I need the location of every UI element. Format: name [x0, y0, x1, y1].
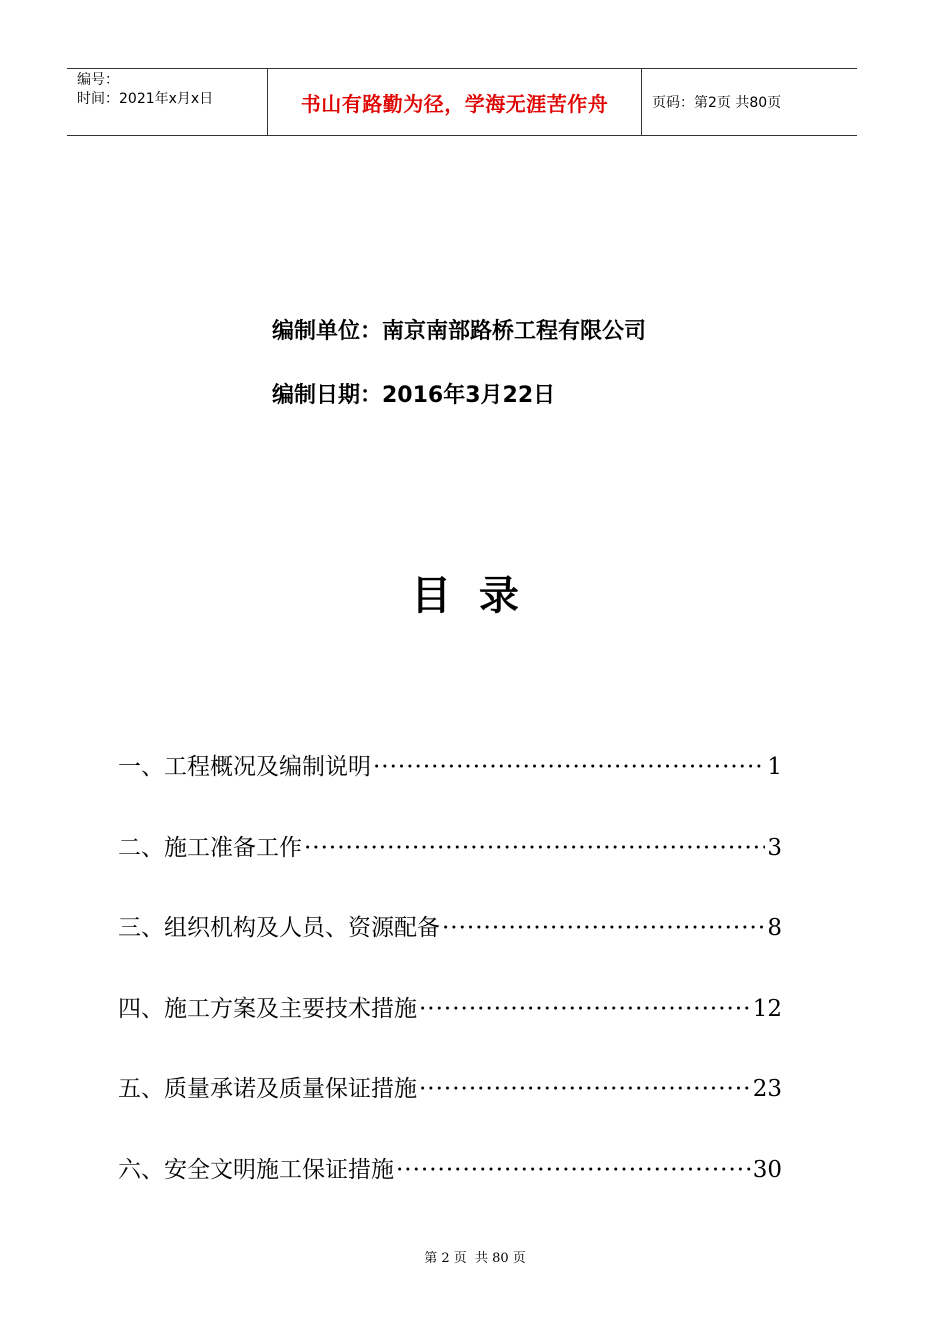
header-left-cell	[67, 69, 268, 135]
page-footer	[0, 1247, 950, 1266]
toc-item-page: 8	[767, 915, 782, 941]
toc-title	[0, 564, 930, 621]
toc-item-page: 1	[767, 754, 782, 780]
toc-dot-leader	[442, 915, 765, 941]
toc-item-page: 30	[752, 1156, 782, 1183]
header-page-code: 页码：第2页 共80页	[652, 95, 782, 111]
compile-date: 编制日期：2016年3月22日	[272, 383, 556, 408]
toc-item-page: 3	[767, 834, 782, 861]
toc-item-label: 一、工程概况及编制说明	[118, 754, 371, 780]
toc-item-label: 二、施工准备工作	[118, 834, 302, 861]
toc-dot-leader	[373, 754, 765, 780]
footer-page-text: 第 2 页 共 80 页	[424, 1251, 526, 1266]
toc-dot-leader	[396, 1157, 751, 1183]
header-page-cell	[642, 69, 857, 135]
toc-item-page: 23	[752, 1076, 782, 1102]
toc-item[interactable]	[118, 1070, 782, 1151]
toc-item[interactable]	[118, 748, 782, 829]
toc-title-text: 目 录	[411, 573, 519, 619]
page-header	[67, 68, 857, 136]
toc-dot-leader	[419, 1076, 751, 1102]
header-motto-cell	[268, 69, 642, 135]
document-number-label: 编号：	[77, 72, 119, 88]
header-motto: 书山有路勤为径，学海无涯苦作舟	[300, 91, 609, 116]
table-of-contents	[118, 748, 782, 1231]
toc-item[interactable]	[118, 829, 782, 910]
toc-dot-leader	[304, 835, 765, 861]
document-time-label: 时间：2021年x月x日	[77, 91, 214, 107]
toc-item-label: 四、施工方案及主要技术措施	[118, 995, 417, 1022]
toc-item[interactable]	[118, 909, 782, 990]
toc-item[interactable]	[118, 1151, 782, 1232]
toc-item-label: 六、安全文明施工保证措施	[118, 1156, 394, 1183]
toc-item-label: 五、质量承诺及质量保证措施	[118, 1076, 417, 1102]
toc-dot-leader	[419, 996, 751, 1022]
toc-item-page: 12	[752, 995, 782, 1022]
compile-unit: 编制单位：南京南部路桥工程有限公司	[272, 319, 647, 344]
toc-item[interactable]	[118, 990, 782, 1071]
toc-item-label: 三、组织机构及人员、资源配备	[118, 915, 440, 941]
